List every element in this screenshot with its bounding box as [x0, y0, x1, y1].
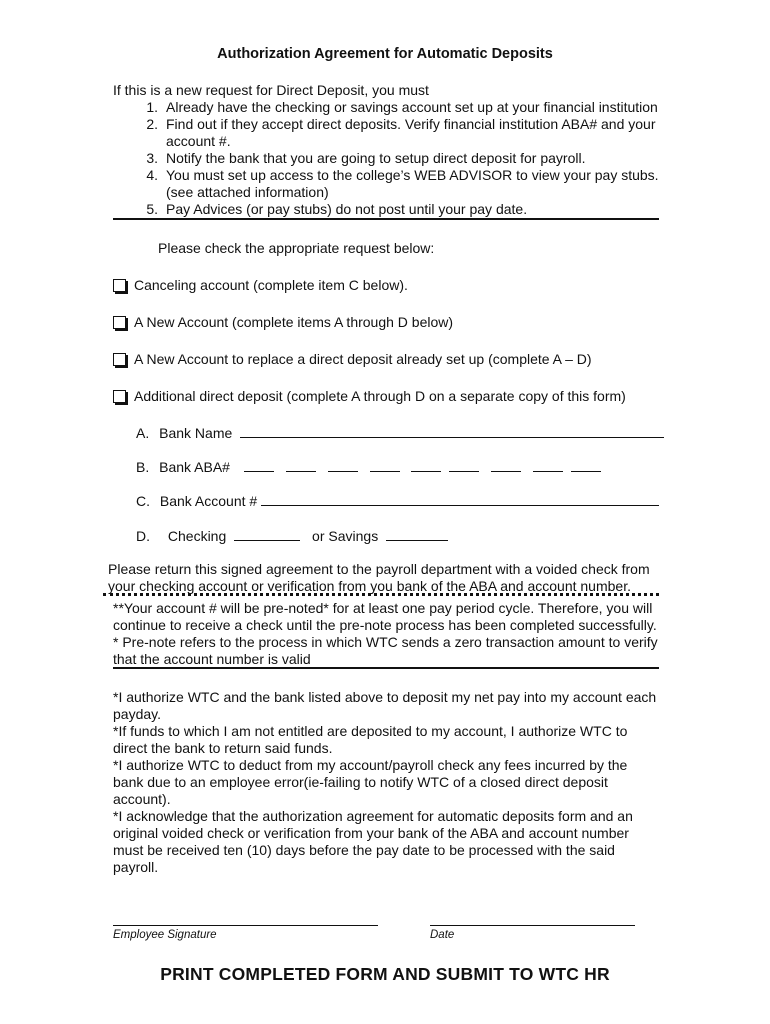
step-number: 2. — [146, 116, 158, 132]
aba-digit-input[interactable] — [411, 458, 441, 472]
option-new-account[interactable] — [113, 314, 453, 330]
bank-name-input[interactable] — [240, 424, 664, 438]
bank-account-input[interactable] — [261, 492, 659, 506]
option-label: A New Account to replace a direct deposit already set up (complete A – D) — [134, 351, 592, 367]
aba-digit-input[interactable] — [286, 458, 316, 472]
section-divider — [113, 218, 659, 220]
field-bank-name — [136, 424, 664, 441]
option-label: Additional direct deposit (complete A through D on a separate copy of this form) — [134, 388, 626, 404]
checkbox-icon[interactable] — [113, 316, 126, 329]
section-divider — [113, 667, 659, 669]
field-account-type — [136, 527, 448, 544]
field-letter: D. — [136, 528, 150, 544]
aba-digit-input[interactable] — [533, 458, 563, 472]
step-number: 1. — [146, 99, 158, 115]
field-label: Bank Name — [159, 425, 233, 441]
checkbox-icon[interactable] — [113, 390, 126, 403]
steps-list — [113, 99, 673, 218]
prenote-text: **Your account # will be pre-noted* for at least one pay period cycle. Therefore, you will continue to receive a check until the pre-note process has been completed successfully. * Pre-note refers to the process in which WTC sends a zero transaction amount to verify that the account number is valid — [113, 600, 658, 667]
step-item — [113, 99, 673, 116]
footer-instruction: PRINT COMPLETED FORM AND SUBMIT TO WTC HR — [160, 964, 610, 984]
authorization-item: *If funds to which I am not entitled are deposited to my account, I authorize WTC to direct the bank to return said funds. — [113, 723, 628, 756]
aba-digit-input[interactable] — [449, 458, 479, 472]
intro-text: If this is a new request for Direct Deposit, you must — [113, 82, 429, 98]
date-line[interactable] — [430, 925, 635, 926]
signature-label: Employee Signature — [113, 929, 217, 941]
dotted-divider — [103, 593, 659, 596]
option-label: Canceling account (complete item C below). — [134, 277, 408, 293]
field-label: Bank Account # — [159, 493, 258, 509]
checkbox-icon[interactable] — [113, 279, 126, 292]
form-title: Authorization Agreement for Automatic Deposits — [217, 46, 553, 62]
return-note: Please return this signed agreement to the payroll department with a voided check from your checking account or verification from you bank of the ABA and account number. — [108, 561, 650, 594]
field-bank-aba — [136, 458, 601, 475]
step-text: Notify the bank that you are going to setup direct deposit for payroll. — [166, 150, 586, 166]
field-bank-account — [136, 492, 659, 509]
aba-digit-input[interactable] — [571, 458, 601, 472]
step-item — [113, 167, 673, 201]
checkbox-icon[interactable] — [113, 353, 126, 366]
aba-digit-input[interactable] — [244, 458, 274, 472]
authorization-item: *I authorize WTC and the bank listed above to deposit my net pay into my account each payday. — [113, 689, 657, 722]
aba-digit-input[interactable] — [328, 458, 358, 472]
step-item — [113, 116, 673, 150]
date-label: Date — [430, 929, 455, 941]
step-text: You must set up access to the college’s WEB ADVISOR to view your pay stubs. (see attached information) — [166, 167, 659, 200]
option-label: A New Account (complete items A through D below) — [134, 314, 454, 330]
step-text: Already have the checking or savings account set up at your financial institution — [166, 99, 658, 115]
step-number: 3. — [146, 150, 158, 166]
step-number: 5. — [146, 201, 158, 217]
step-item — [113, 150, 673, 167]
field-letter: C. — [136, 493, 150, 509]
step-text: Find out if they accept direct deposits. Verify financial institution ABA# and your account #. — [166, 116, 656, 149]
aba-digit-input[interactable] — [370, 458, 400, 472]
signature-line[interactable] — [113, 925, 378, 926]
savings-input[interactable] — [386, 527, 448, 541]
authorization-item: *I authorize WTC to deduct from my account/payroll check any fees incurred by the bank due to an employee error(ie-failing to notify WTC of a closed direct deposit account). — [113, 757, 628, 807]
check-prompt: Please check the appropriate request below: — [158, 240, 435, 256]
option-canceling[interactable] — [113, 277, 408, 293]
option-replace-account[interactable] — [113, 351, 592, 367]
field-label: or Savings — [312, 528, 379, 544]
step-number: 4. — [146, 167, 158, 183]
checking-input[interactable] — [234, 527, 300, 541]
authorizations-block — [113, 689, 659, 876]
field-label: Checking — [167, 528, 227, 544]
option-additional-deposit[interactable] — [113, 388, 626, 404]
field-letter: A. — [136, 425, 150, 441]
field-letter: B. — [136, 459, 150, 475]
field-label: Bank ABA# — [159, 459, 230, 475]
step-text: Pay Advices (or pay stubs) do not post until your pay date. — [166, 201, 528, 217]
aba-digit-input[interactable] — [491, 458, 521, 472]
authorization-item: *I acknowledge that the authorization agreement for automatic deposits form and an original voided check or verification from your bank of the ABA and account number must be received ten (10) days before the pay date to be processed with the said payroll. — [113, 808, 633, 875]
step-item — [113, 201, 673, 218]
